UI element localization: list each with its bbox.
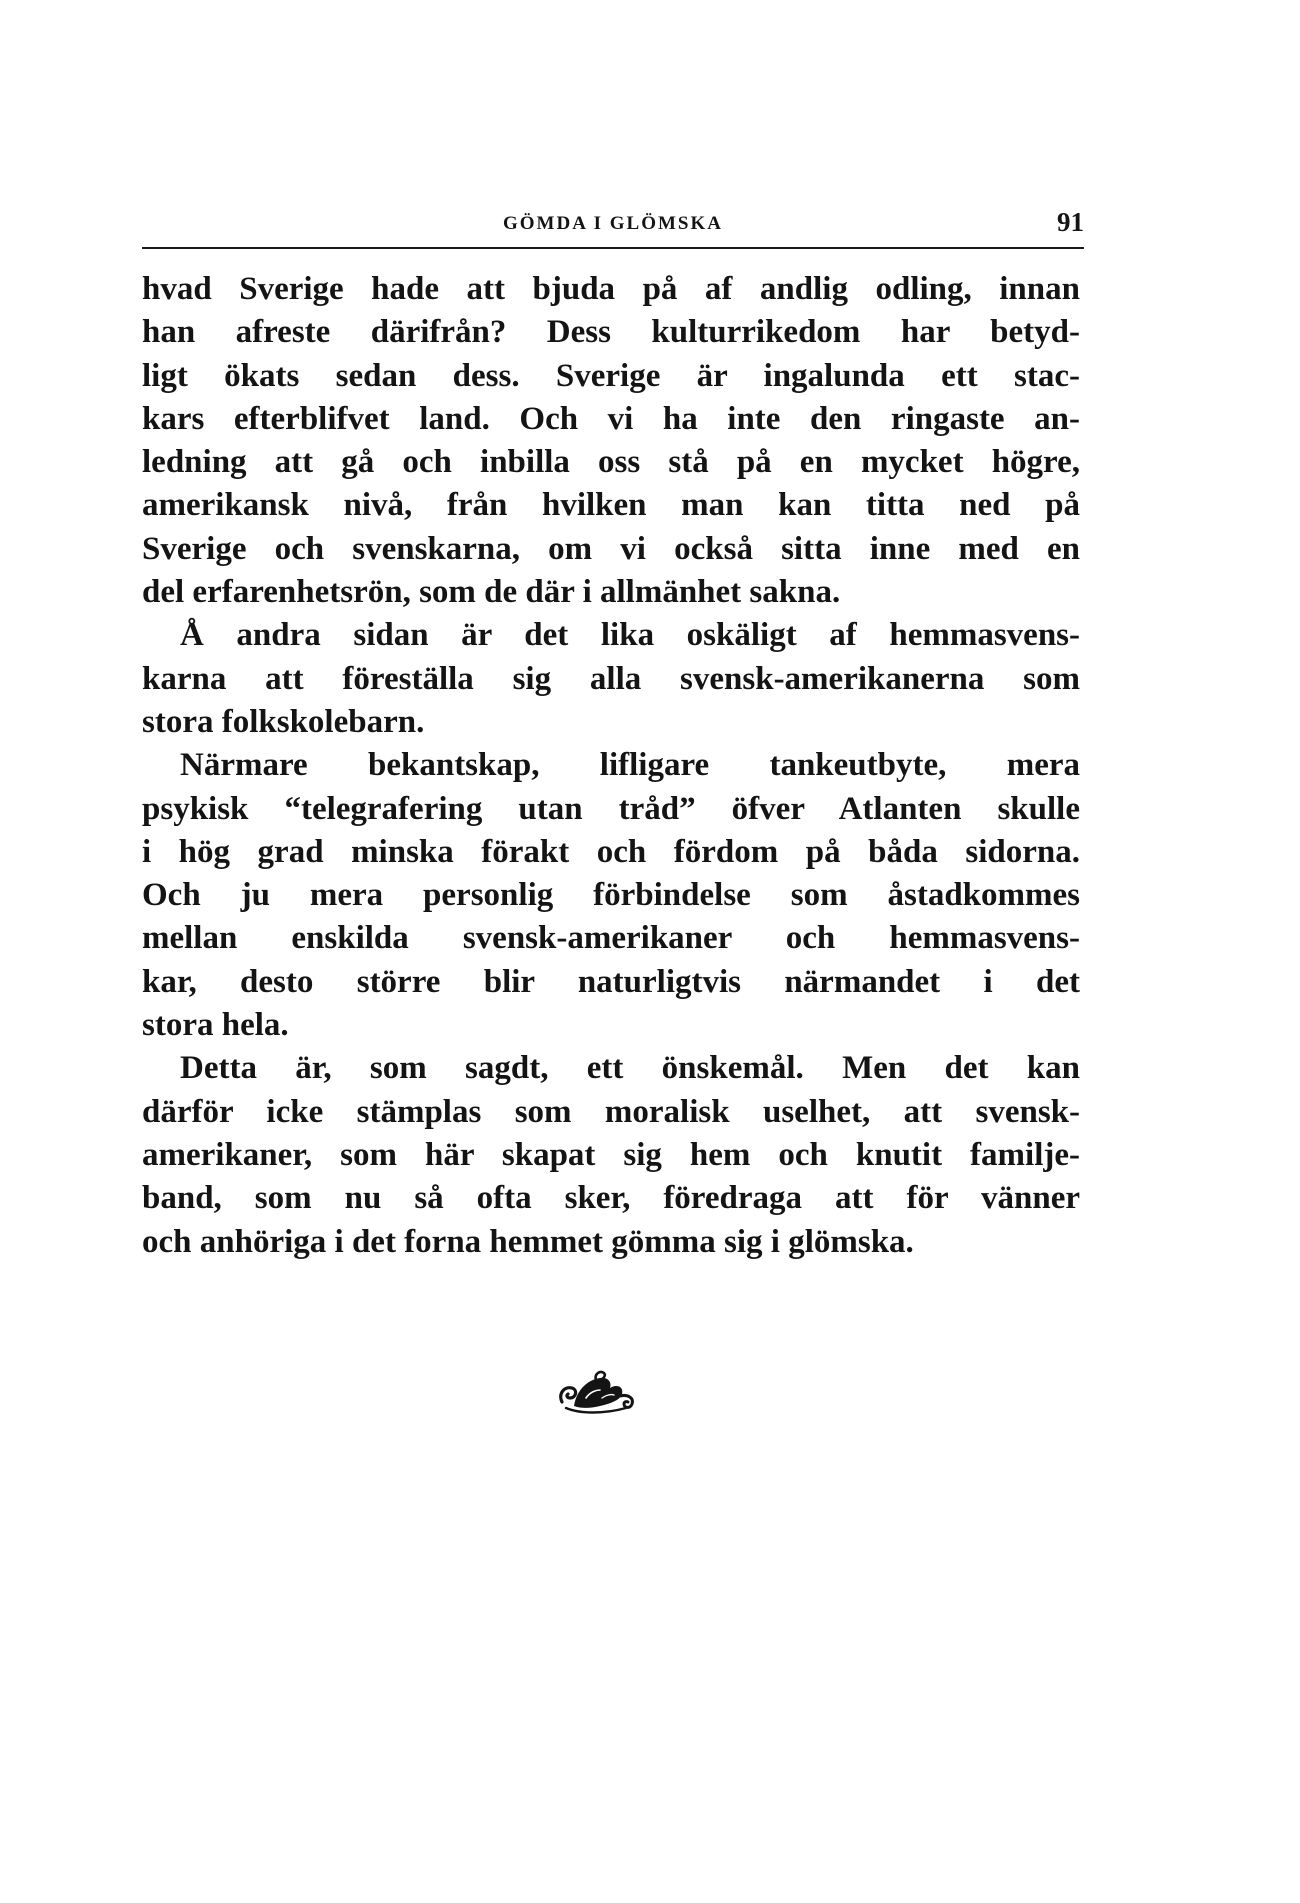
text-line: psykisk “telegrafering utan tråd” öfver Atlanten skulle bbox=[142, 790, 1080, 827]
text-line: amerikansk nivå, från hvilken man kan titta ned på bbox=[142, 487, 1080, 524]
text-line: Å andra sidan är det lika oskäligt af hemmasvens- bbox=[180, 617, 1080, 654]
text-line: band, som nu så ofta sker, föredraga att för vänner bbox=[142, 1180, 1080, 1217]
text-line: ledning att gå och inbilla oss stå på en mycket högre, bbox=[142, 444, 1080, 481]
paragraph-2 bbox=[142, 614, 1080, 744]
text-line: därför icke stämplas som moralisk uselhet, att svensk- bbox=[142, 1093, 1080, 1130]
running-head: GÖMDA I GLÖMSKA bbox=[502, 213, 723, 234]
text-line: del erfarenhetsrön, som de där i allmänhet sakna. bbox=[142, 574, 841, 611]
page-header bbox=[142, 205, 1084, 241]
text-line: amerikaner, som här skapat sig hem och knutit familje- bbox=[142, 1136, 1080, 1173]
body-text bbox=[142, 268, 1080, 1264]
tailpiece-fleuron-icon bbox=[556, 1368, 646, 1416]
text-line: ligt ökats sedan dess. Sverige är ingalunda ett stac- bbox=[142, 357, 1080, 394]
header-rule bbox=[142, 247, 1084, 249]
paragraph-4 bbox=[142, 1047, 1080, 1263]
text-line: i hög grad minska förakt och fördom på båda sidorna. bbox=[142, 833, 1080, 870]
text-line: Sverige och svenskarna, om vi också sitta inne med en bbox=[142, 530, 1080, 567]
text-line: kars efterblifvet land. Och vi ha inte den ringaste an- bbox=[142, 400, 1080, 437]
paragraph-1 bbox=[142, 268, 1080, 614]
text-line: han afreste därifrån? Dess kulturrikedom har betyd- bbox=[142, 314, 1080, 351]
text-line: hvad Sverige hade att bjuda på af andlig odling, innan bbox=[142, 271, 1080, 307]
text-line: Närmare bekantskap, lifligare tankeutbyte, mera bbox=[180, 747, 1080, 784]
text-line: och anhöriga i det forna hemmet gömma sig i glömska. bbox=[142, 1223, 914, 1260]
paragraph-3 bbox=[142, 744, 1080, 1047]
page-number: 91 bbox=[1057, 207, 1084, 237]
text-line: stora hela. bbox=[142, 1007, 289, 1044]
text-line: Och ju mera personlig förbindelse som åstadkommes bbox=[142, 877, 1080, 914]
text-line: kar, desto större blir naturligtvis närmandet i det bbox=[142, 963, 1080, 1000]
text-line: Detta är, som sagdt, ett önskemål. Men det kan bbox=[180, 1050, 1080, 1087]
text-line: stora folkskolebarn. bbox=[142, 703, 425, 740]
text-line: karna att föreställa sig alla svensk-amerikanerna som bbox=[142, 660, 1080, 697]
text-line: mellan enskilda svensk-amerikaner och hemmasvens- bbox=[142, 920, 1080, 957]
